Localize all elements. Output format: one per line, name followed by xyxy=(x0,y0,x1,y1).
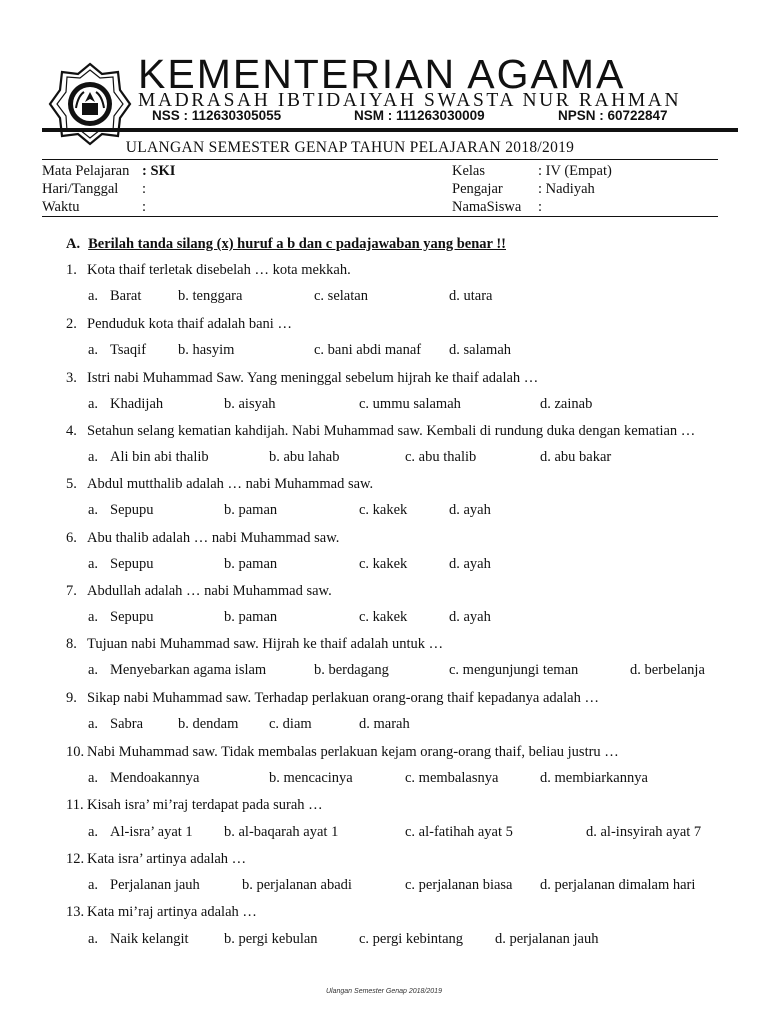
option-a: Al-isra’ ayat 1 xyxy=(110,824,193,840)
letterhead-divider xyxy=(42,128,738,132)
info-label: NamaSiswa xyxy=(452,199,522,215)
option-b: b. hasyim xyxy=(178,342,235,358)
option-c: c. abu thalib xyxy=(405,449,477,465)
option-b: b. al-baqarah ayat 1 xyxy=(224,824,339,840)
section-instruction: Berilah tanda silang (x) huruf a b dan c padajawaban yang benar !! xyxy=(88,236,507,252)
question-number: 7. xyxy=(66,583,77,599)
question-number: 12. xyxy=(66,851,85,867)
nsm-number: NSM : 111263030009 xyxy=(354,108,485,123)
question-number: 5. xyxy=(66,476,77,492)
option-c: c. al-fatihah ayat 5 xyxy=(405,824,513,840)
question-number: 8. xyxy=(66,636,77,652)
option-d: d. ayah xyxy=(449,502,491,518)
option-c: c. diam xyxy=(269,716,312,732)
question-2 xyxy=(66,314,736,334)
option-b: b. aisyah xyxy=(224,396,276,412)
option-a-letter: a. xyxy=(88,449,99,465)
option-b: b. pergi kebulan xyxy=(224,931,318,947)
section-heading xyxy=(66,234,506,254)
question-number: 13. xyxy=(66,904,85,920)
question-number: 3. xyxy=(66,370,77,386)
npsn-number: NPSN : 60722847 xyxy=(558,108,668,123)
options-5 xyxy=(0,500,768,520)
question-text: Abdul mutthalib adalah … nabi Muhammad saw. xyxy=(87,476,374,492)
ministry-emblem-icon xyxy=(48,62,132,146)
option-a-letter: a. xyxy=(88,716,99,732)
question-text: Kata isra’ artinya adalah … xyxy=(87,851,247,867)
option-a: Khadijah xyxy=(110,396,164,412)
option-a: Perjalanan jauh xyxy=(110,877,200,893)
option-b: b. mencacinya xyxy=(269,770,353,786)
question-3 xyxy=(66,368,736,388)
option-c: c. kakek xyxy=(359,502,408,518)
option-b: b. abu lahab xyxy=(269,449,340,465)
option-a-letter: a. xyxy=(88,609,99,625)
option-d: d. ayah xyxy=(449,556,491,572)
exam-title: ULANGAN SEMESTER GENAP TAHUN PELAJARAN 2018/2019 xyxy=(125,139,575,156)
question-text: Kisah isra’ mi’raj terdapat pada surah … xyxy=(87,797,323,813)
option-b: b. paman xyxy=(224,556,278,572)
option-a-letter: a. xyxy=(88,824,99,840)
option-d: d. zainab xyxy=(540,396,593,412)
option-d: d. al-insyirah ayat 7 xyxy=(586,824,702,840)
option-a-letter: a. xyxy=(88,662,99,678)
question-number: 2. xyxy=(66,316,77,332)
option-a-letter: a. xyxy=(88,877,99,893)
question-text: Setahun selang kematian kahdijah. Nabi Muhammad saw. Kembali di rundung duka dengan kematian … xyxy=(87,423,696,439)
school-ids xyxy=(138,106,718,126)
question-text: Penduduk kota thaif adalah bani … xyxy=(87,316,292,332)
info-value: : xyxy=(142,181,147,197)
option-d: d. ayah xyxy=(449,609,491,625)
option-a: Sabra xyxy=(110,716,144,732)
ministry-name: KEMENTERIAN AGAMA xyxy=(138,51,626,97)
option-b: b. dendam xyxy=(178,716,239,732)
question-8 xyxy=(66,634,736,654)
question-text: Istri nabi Muhammad Saw. Yang meninggal sebelum hijrah ke thaif adalah … xyxy=(87,370,539,386)
option-a-letter: a. xyxy=(88,770,99,786)
option-c: c. kakek xyxy=(359,556,408,572)
option-d: d. utara xyxy=(449,288,493,304)
option-d: d. perjalanan dimalam hari xyxy=(540,877,696,893)
info-value: : Nadiyah xyxy=(538,181,595,197)
option-a-letter: a. xyxy=(88,288,99,304)
question-13 xyxy=(66,902,736,922)
option-d: d. membiarkannya xyxy=(540,770,648,786)
question-text: Abdullah adalah … nabi Muhammad saw. xyxy=(87,583,332,599)
option-c: c. ummu salamah xyxy=(359,396,461,412)
question-12 xyxy=(66,849,736,869)
info-label: Hari/Tanggal xyxy=(42,181,119,197)
option-a: Ali bin abi thalib xyxy=(110,449,209,465)
question-10 xyxy=(66,742,736,762)
option-b: b. paman xyxy=(224,609,278,625)
question-11 xyxy=(66,795,736,815)
options-1 xyxy=(0,286,768,306)
question-5 xyxy=(66,474,736,494)
info-label: Mata Pelajaran xyxy=(42,163,130,179)
options-8 xyxy=(0,660,768,680)
option-c: c. bani abdi manaf xyxy=(314,342,422,358)
info-divider xyxy=(42,216,718,217)
question-text: Kata mi’raj artinya adalah … xyxy=(87,904,257,920)
school-name: MADRASAH IBTIDAIYAH SWASTA NUR RAHMAN xyxy=(138,90,682,111)
section-letter: A. xyxy=(66,236,81,252)
option-b: b. paman xyxy=(224,502,278,518)
options-4 xyxy=(0,447,768,467)
option-c: c. perjalanan biasa xyxy=(405,877,513,893)
question-6 xyxy=(66,528,736,548)
question-1 xyxy=(66,260,736,280)
option-a: Barat xyxy=(110,288,142,304)
info-value: : xyxy=(538,199,543,215)
options-11 xyxy=(0,822,768,842)
option-a: Tsaqif xyxy=(110,342,147,358)
question-text: Kota thaif terletak disebelah … kota mekkah. xyxy=(87,262,351,278)
option-b: b. berdagang xyxy=(314,662,389,678)
option-d: d. marah xyxy=(359,716,410,732)
info-label: Pengajar xyxy=(452,181,503,197)
option-a: Sepupu xyxy=(110,502,154,518)
options-2 xyxy=(0,340,768,360)
option-a: Sepupu xyxy=(110,609,154,625)
question-number: 1. xyxy=(66,262,77,278)
question-number: 10. xyxy=(66,744,85,760)
question-number: 4. xyxy=(66,423,77,439)
question-text: Abu thalib adalah … nabi Muhammad saw. xyxy=(87,530,340,546)
options-9 xyxy=(0,714,768,734)
info-label: Waktu xyxy=(42,199,80,215)
question-number: 9. xyxy=(66,690,77,706)
options-10 xyxy=(0,768,768,788)
option-c: c. membalasnya xyxy=(405,770,499,786)
question-number: 11. xyxy=(66,797,84,813)
option-c: c. kakek xyxy=(359,609,408,625)
option-a: Mendoakannya xyxy=(110,770,200,786)
options-6 xyxy=(0,554,768,574)
option-d: d. perjalanan jauh xyxy=(495,931,599,947)
options-13 xyxy=(0,929,768,949)
option-c: c. selatan xyxy=(314,288,368,304)
option-a: Sepupu xyxy=(110,556,154,572)
option-d: d. berbelanja xyxy=(630,662,705,678)
question-text: Nabi Muhammad saw. Tidak membalas perlakuan kejam orang-orang thaif, beliau justru … xyxy=(87,744,619,760)
options-12 xyxy=(0,875,768,895)
option-a-letter: a. xyxy=(88,342,99,358)
option-a-letter: a. xyxy=(88,502,99,518)
option-a: Naik kelangit xyxy=(110,931,189,947)
option-c: c. pergi kebintang xyxy=(359,931,464,947)
option-a-letter: a. xyxy=(88,931,99,947)
option-a-letter: a. xyxy=(88,396,99,412)
info-value: : xyxy=(142,199,147,215)
page-footer: Ulangan Semester Genap 2018/2019 xyxy=(326,988,442,995)
option-d: d. abu bakar xyxy=(540,449,612,465)
option-d: d. salamah xyxy=(449,342,512,358)
options-7 xyxy=(0,607,768,627)
title-divider xyxy=(42,159,718,160)
question-7 xyxy=(66,581,736,601)
options-3 xyxy=(0,394,768,414)
option-a: Menyebarkan agama islam xyxy=(110,662,267,678)
option-b: b. perjalanan abadi xyxy=(242,877,352,893)
nss-number: NSS : 112630305055 xyxy=(152,108,282,123)
question-number: 6. xyxy=(66,530,77,546)
question-4 xyxy=(66,421,736,441)
question-text: Sikap nabi Muhammad saw. Terhadap perlakuan orang-orang thaif kepadanya adalah … xyxy=(87,690,599,706)
info-label: Kelas xyxy=(452,163,486,179)
option-a-letter: a. xyxy=(88,556,99,572)
question-text: Tujuan nabi Muhammad saw. Hijrah ke thaif adalah untuk … xyxy=(87,636,444,652)
info-value: : SKI xyxy=(142,163,176,179)
option-c: c. mengunjungi teman xyxy=(449,662,579,678)
question-9 xyxy=(66,688,736,708)
option-b: b. tenggara xyxy=(178,288,243,304)
info-value: : IV (Empat) xyxy=(538,163,612,179)
